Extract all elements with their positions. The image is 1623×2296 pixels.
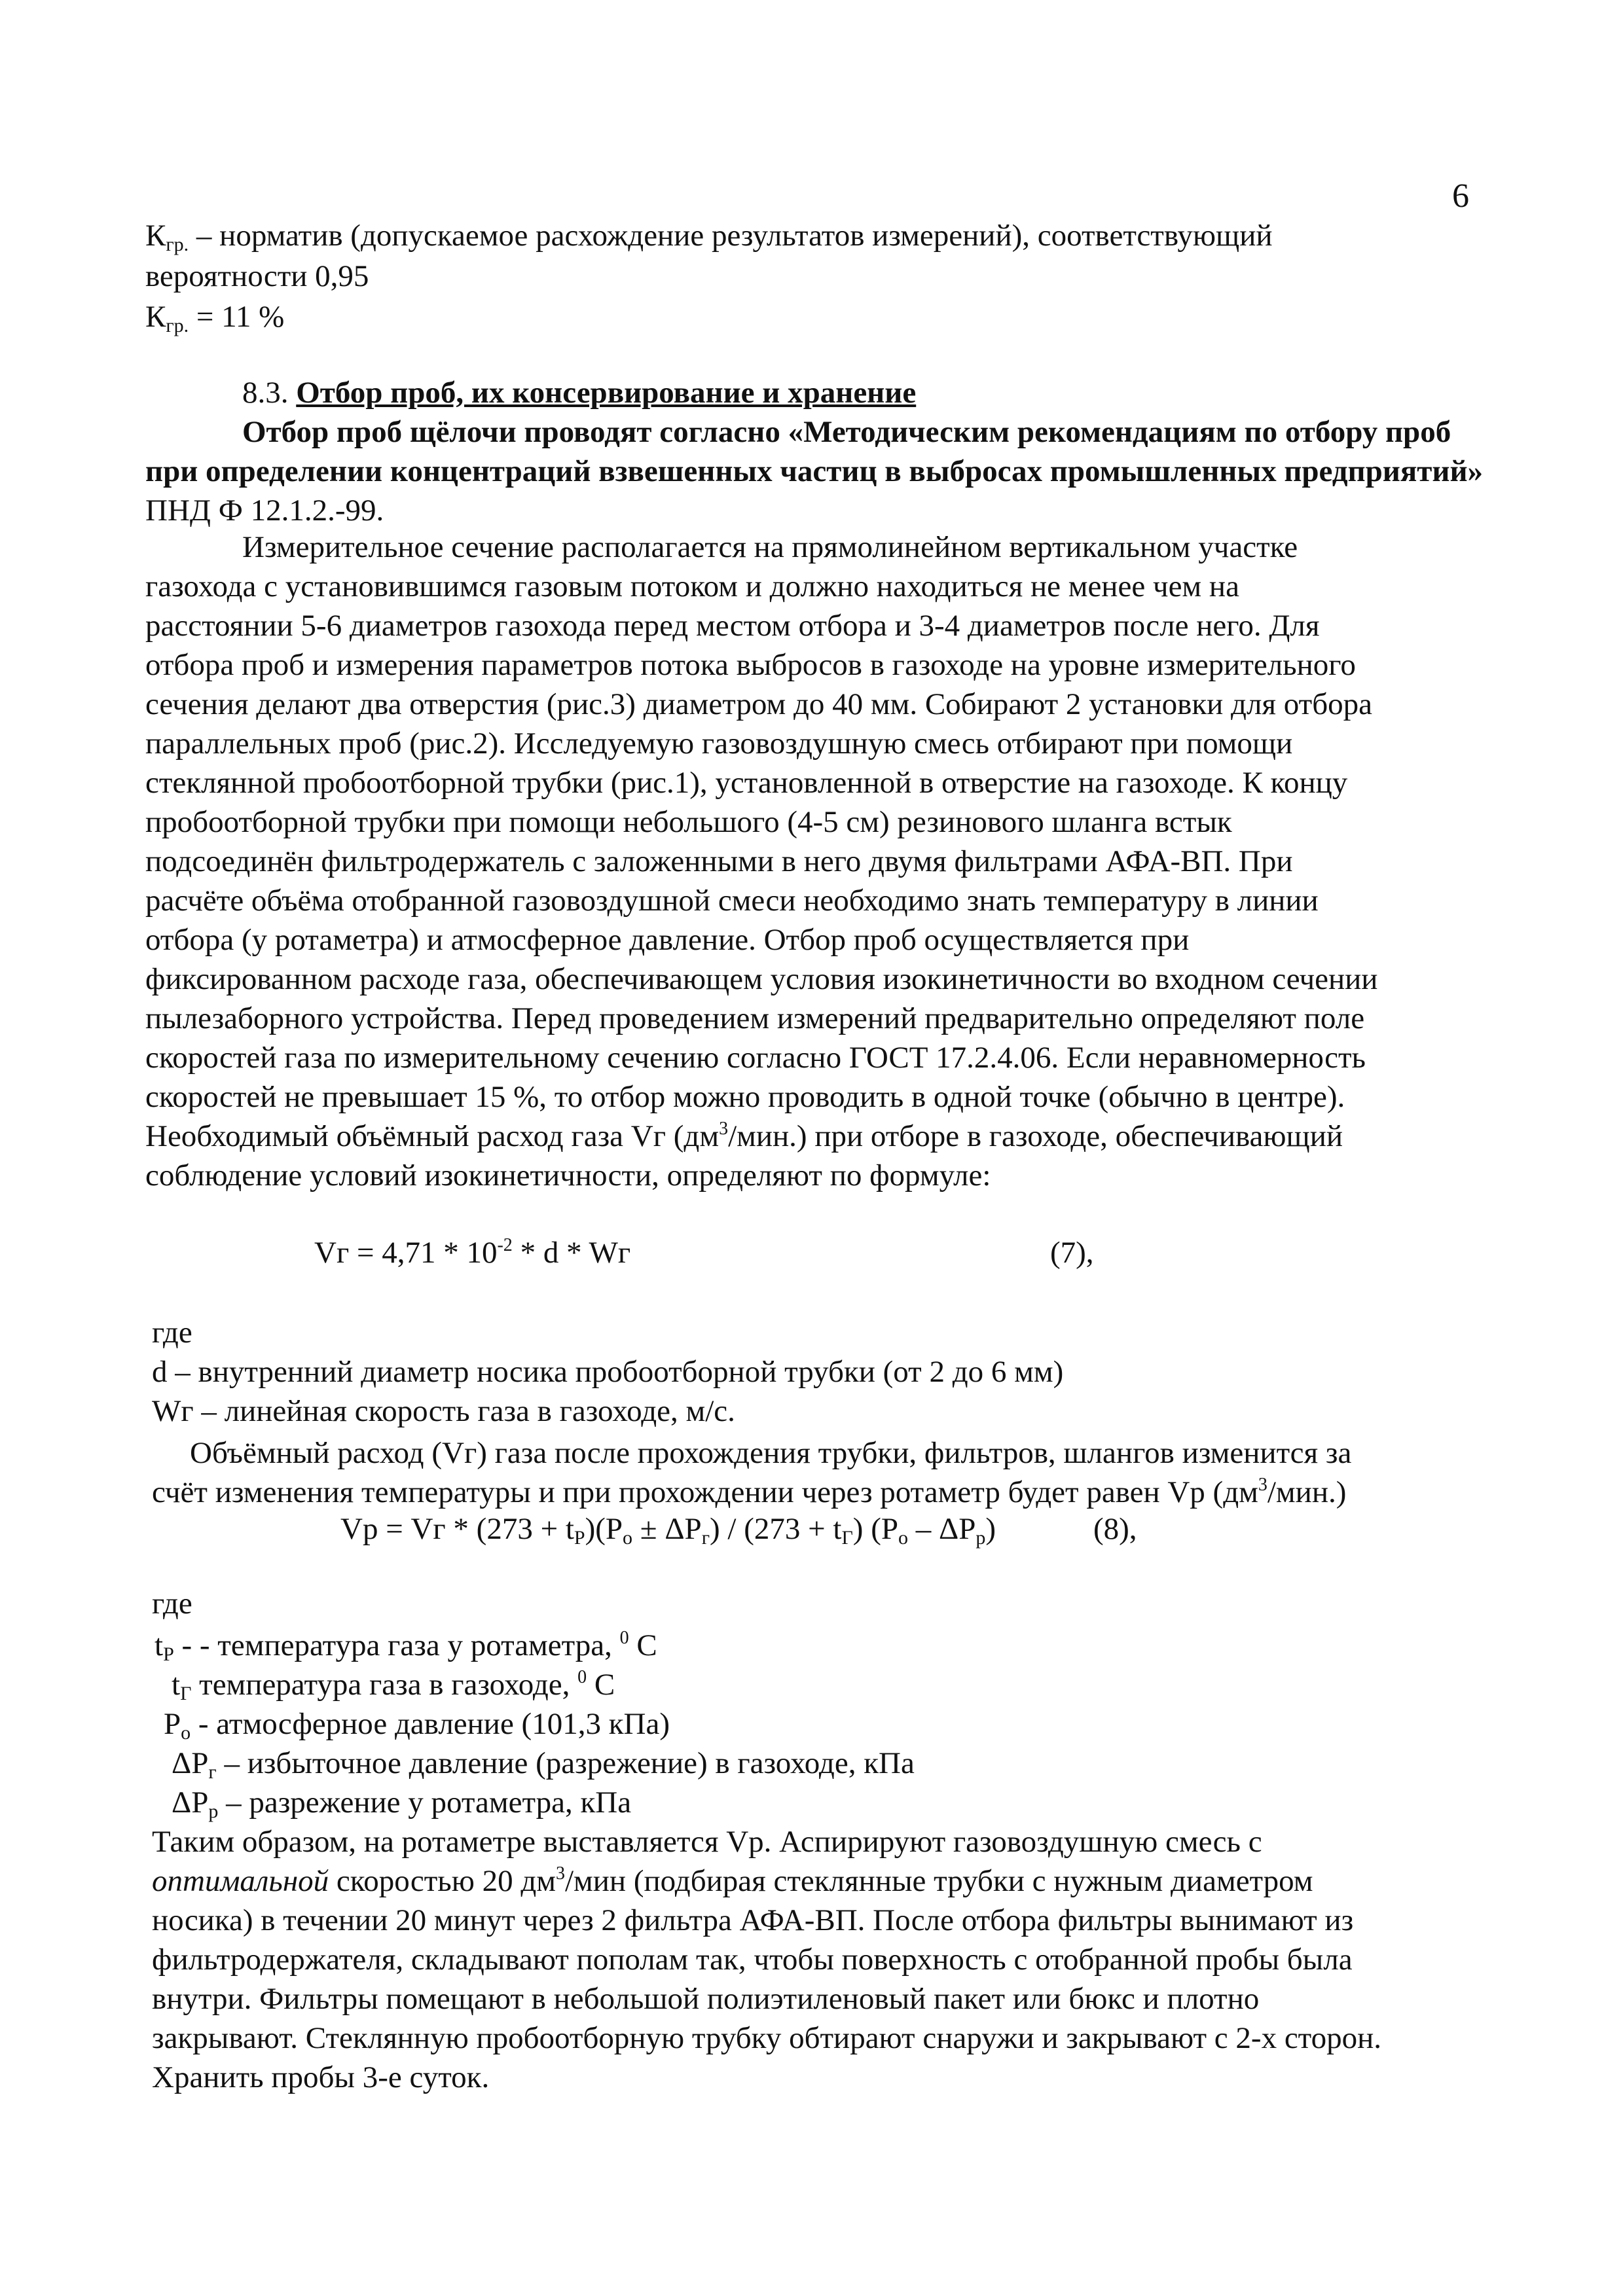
para2-line: отбора проб и измерения параметров потока выбросов в газоходе на уровне измерительного [145,648,1356,682]
para2-line: скоростей не превышает 15 %, то отбор можно проводить в одной точке (обычно в центре). [145,1080,1345,1114]
para2-line: расстоянии 5-6 диаметров газохода перед местом отбора и 3-4 диаметров после него. Для [145,609,1320,643]
para2-line: отбора (у ротаметра) и атмосферное давление. Отбор проб осуществляется при [145,923,1190,957]
para4-line: Хранить пробы 3-е суток. [152,2060,490,2094]
variable-definition: Wг – линейная скорость газа в газоходе, м/с. [152,1394,735,1428]
para2-line: параллельных проб (рис.2). Исследуемую газовоздушную смесь отбирают при помощи [145,726,1293,761]
para2-line: расчёте объёма отобранной газовоздушной смеси необходимо знать температуру в линии [145,884,1319,918]
variable-definition: $\Delta P_г$ – избыточное давление (разрежение) в газоходе, кПа [172,1746,915,1783]
k-definition-line-2: вероятности 0,95 [145,259,369,293]
section-number: 8.3. [242,376,297,410]
para1-line: при определении концентраций взвешенных частиц в выбросах промышленных предприятий» [145,454,1484,488]
para4-line: фильтродержателя, складывают пополам так, чтобы поверхность с отобранной пробы была [152,1943,1353,1977]
para2-line: Необходимый объёмный расход газа Vг $(дм^3/мин.)$ при отборе в газоходе, обеспечивающий [145,1119,1343,1153]
para1-line: Отбор проб щёлочи проводят согласно «Методическим рекомендациям по отбору проб [242,415,1451,449]
variable-definition: $P_о$ - атмосферное давление (101,3 кПа) [164,1707,670,1744]
k-definition-line: $К_{гр.}$ – норматив (допускаемое расхождение результатов измерений), соответствующий [145,219,1273,255]
para4-line: носика) в течении 20 минут через 2 фильтра АФА-ВП. После отбора фильтры вынимают из [152,1903,1354,1937]
para4-line: внутри. Фильтры помещают в небольшой полиэтиленовый пакет или бюкс и плотно [152,1982,1260,2016]
para2-line: пылезаборного устройства. Перед проведением измерений предварительно определяют поле [145,1001,1365,1035]
para3-line: счёт изменения температуры и при прохождении через ротаметр будет равен Vр $(дм^3/мин.)$ [152,1475,1347,1509]
variable-definition: $t_Г$ температура газа в газоходе, $^0$ С [172,1667,615,1704]
para2-line: скоростей газа по измерительному сечению согласно ГОСТ 17.2.4.06. Если неравномерность [145,1041,1366,1075]
formula-8: Vр = Vг * $(273 + t_Р)(P_о \pm \Delta P_г) / (273 + t_Г)$ $(P_о - \Delta P_р)$ [340,1512,996,1549]
para4-line: закрывают. Стеклянную пробоотборную трубку обтирают снаружи и закрывают с 2-х сторон. [152,2021,1382,2055]
section-title: Отбор проб, их консервирование и хранение [296,376,917,410]
formula-7-number: (7), [1050,1236,1094,1270]
page-number: 6 [1452,177,1469,215]
variable-definition: $t_Р$ - - температура газа у ротаметра, $^0$ С [155,1628,657,1665]
para2-line: пробоотборной трубки при помощи небольшого (4-5 см) резинового шланга встык [145,805,1232,839]
para1-line: ПНД Ф 12.1.2.-99. [145,493,384,528]
para2-line: Измерительное сечение располагается на прямолинейном вертикальном участке [242,530,1298,564]
where-label: где [152,1316,192,1350]
k-value-line: $К_{гр.} = 11$ % [145,300,285,336]
variable-definition: d – внутренний диаметр носика пробоотборной трубки (от 2 до 6 мм) [152,1355,1064,1389]
para4-line: оптимальной скоростью 20 $дм^3$/мин (подбирая стеклянные трубки с нужным диаметром [152,1863,1313,1898]
para4-line: Таким образом, на ротаметре выставляется Vр. Аспирируют газовоздушную смесь с [152,1825,1262,1859]
para3-line: Объёмный расход (Vг) газа после прохождения трубки, фильтров, шлангов изменится за [190,1436,1352,1470]
para2-line: газохода с установившимся газовым потоком и должно находиться не менее чем на [145,569,1239,603]
para2-line: сечения делают два отверстия (рис.3) диаметром до 40 мм. Собирают 2 установки для отбора [145,687,1372,721]
para2-line: соблюдение условий изокинетичности, определяют по формуле: [145,1158,991,1193]
para2-line: подсоединён фильтродержатель с заложенными в него двумя фильтрами АФА-ВП. При [145,844,1293,878]
variable-definition: $\Delta P_р$ – разрежение у ротаметра, кПа [172,1785,632,1822]
where-label: где [152,1587,192,1621]
emphasis-text: оптимальной [152,1864,329,1898]
formula-7: Vг = $4,71 * 10^{-2}$ * d * Wг [314,1235,631,1270]
para2-line: стеклянной пробоотборной трубки (рис.1), установленной в отверстие на газоходе. К концу [145,766,1348,800]
formula-8-number: (8), [1093,1512,1137,1546]
section-heading [242,373,916,412]
para2-line: фиксированном расходе газа, обеспечивающем условия изокинетичности во входном сечении [145,962,1378,996]
